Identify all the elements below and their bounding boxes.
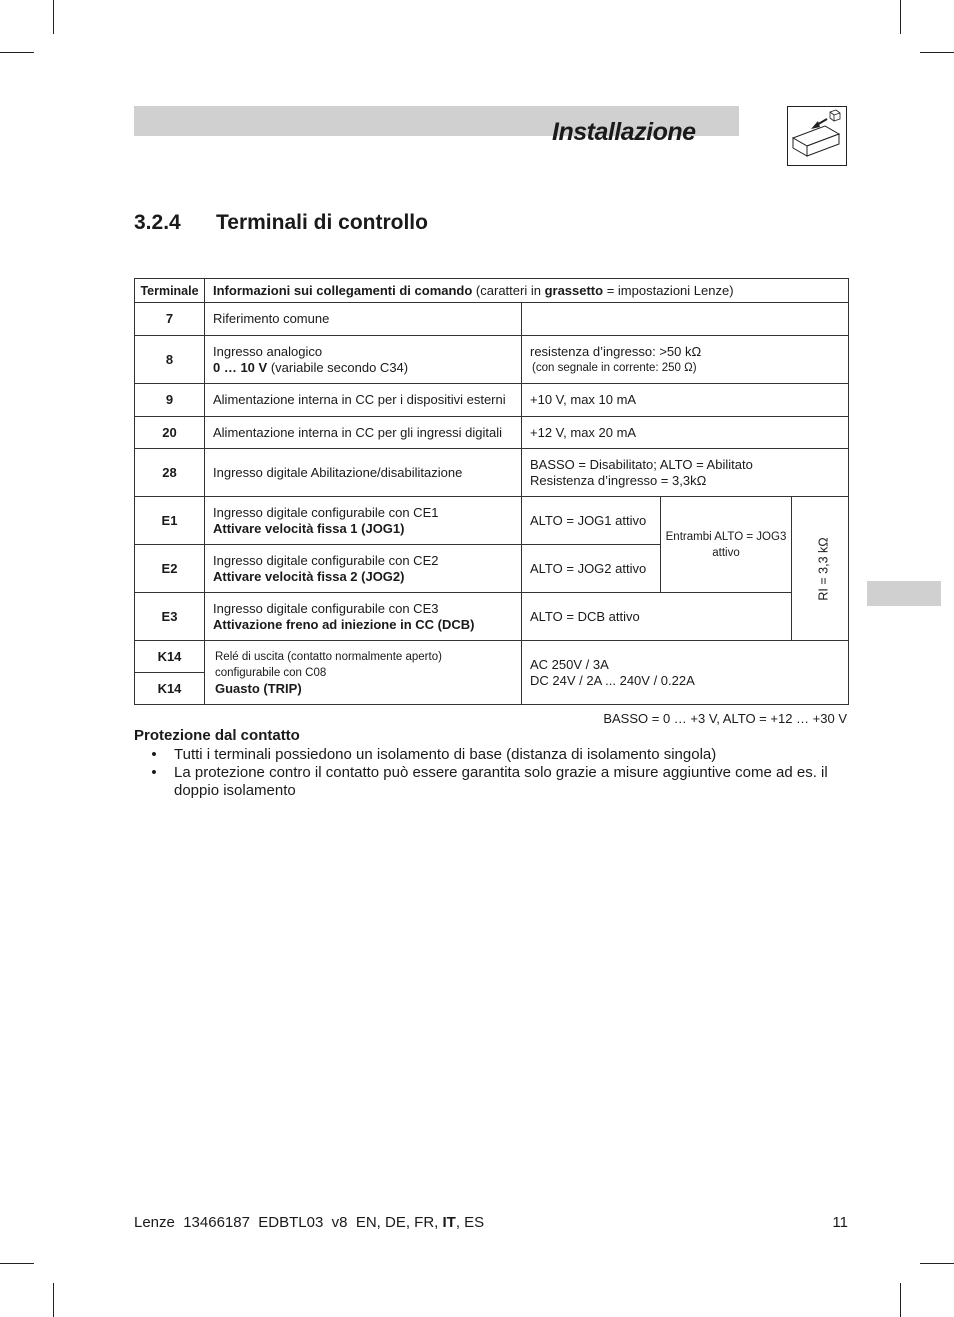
terminal-id: 7 <box>135 303 205 336</box>
desc-bold: 0 … 10 V <box>213 359 268 375</box>
terminal-desc <box>205 593 522 641</box>
terminal-desc: Alimentazione interna in CC per gli ingressi digitali <box>205 417 522 449</box>
header-info <box>205 279 849 303</box>
terminal-desc: Ingresso digitale Abilitazione/disabilitazione <box>205 449 522 497</box>
table-row <box>135 497 849 545</box>
header-info-text: (caratteri in <box>472 282 545 298</box>
page-header-title: Installazione <box>552 118 696 146</box>
both-high-note: Entrambi ALTO = JOG3 attivo <box>661 497 792 593</box>
desc-bold: Attivare velocità fissa 2 (JOG2) <box>213 568 405 584</box>
section-number: 3.2.4 <box>134 211 181 234</box>
desc-rest: (variabile secondo C34) <box>267 359 409 375</box>
crop-mark <box>920 52 954 53</box>
table-row <box>135 384 849 417</box>
crop-mark <box>0 52 34 53</box>
desc-line: Ingresso digitale configurabile con CE3 <box>213 600 439 616</box>
header-terminal: Terminale <box>135 279 205 303</box>
footer-lang-bold: IT <box>442 1214 456 1231</box>
terminal-id: 9 <box>135 384 205 417</box>
desc-line: Ingresso analogico <box>213 343 323 359</box>
spec-line: resistenza d’ingresso: >50 kΩ <box>530 343 702 359</box>
terminal-desc: Alimentazione interna in CC per i dispositivi esterni <box>205 384 522 417</box>
list-item-text: Tutti i terminali possiedono un isolamento di base (distanza di isolamento singola) <box>174 746 717 763</box>
relay-desc-bold: Guasto (TRIP) <box>215 680 302 696</box>
terminal-id: 20 <box>135 417 205 449</box>
terminal-spec: ALTO = JOG2 attivo <box>522 545 661 593</box>
relay-desc-line: Relé di uscita (contatto normalmente aperto) <box>215 650 442 663</box>
list-item-text: La protezione contro il contatto può essere garantita solo grazie a misure aggiuntive come ad es. il doppio isolamento <box>174 764 828 799</box>
terminal-spec: +10 V, max 10 mA <box>522 384 849 417</box>
terminal-desc <box>205 336 522 384</box>
table-row <box>135 449 849 497</box>
crop-mark <box>900 1283 901 1317</box>
spec-line-2: (con segnale in corrente: 250 Ω) <box>532 361 697 374</box>
terminal-id: 8 <box>135 336 205 384</box>
terminal-id: 28 <box>135 449 205 497</box>
terminal-id: E1 <box>135 497 205 545</box>
input-resistance-note <box>792 497 849 641</box>
terminal-table <box>134 278 849 705</box>
protection-title: Protezione dal contatto <box>134 727 300 744</box>
bullet-icon: • <box>151 764 157 781</box>
crop-mark <box>900 0 901 34</box>
terminal-spec <box>522 449 849 497</box>
crop-mark <box>53 1283 54 1317</box>
header-info-text2: = impostazioni Lenze) <box>603 282 734 298</box>
terminal-spec: ALTO = JOG1 attivo <box>522 497 661 545</box>
table-row <box>135 303 849 336</box>
terminal-id: E3 <box>135 593 205 641</box>
terminal-spec <box>522 303 849 336</box>
table-row <box>135 336 849 384</box>
terminal-id: K14 <box>135 673 205 705</box>
relay-spec-line-2: DC 24V / 2A ... 240V / 0.22A <box>530 672 695 688</box>
terminal-desc <box>205 497 522 545</box>
terminal-spec: +12 V, max 20 mA <box>522 417 849 449</box>
page-footer <box>134 1214 484 1231</box>
desc-line: Ingresso digitale configurabile con CE1 <box>213 504 439 520</box>
terminal-spec: ALTO = DCB attivo <box>522 593 792 641</box>
footer-text: Lenze 13466187 EDBTL03 v8 EN, DE, FR, <box>134 1214 443 1231</box>
terminal-id: K14 <box>135 641 205 673</box>
table-row <box>135 417 849 449</box>
table-header-row <box>135 279 849 303</box>
bullet-icon: • <box>151 746 157 763</box>
crop-mark <box>53 0 54 34</box>
table-row <box>135 641 849 673</box>
desc-line: Ingresso digitale configurabile con CE2 <box>213 552 439 568</box>
spec-line-2: Resistenza d’ingresso = 3,3kΩ <box>530 472 707 488</box>
signal-level-legend: BASSO = 0 … +3 V, ALTO = +12 … +30 V <box>603 711 847 726</box>
header-info-bold2: grassetto <box>544 282 604 298</box>
page-number: 11 <box>832 1214 848 1231</box>
relay-spec <box>522 641 849 705</box>
crop-mark <box>0 1263 34 1264</box>
terminal-desc: Riferimento comune <box>205 303 522 336</box>
crop-mark <box>920 1263 954 1264</box>
desc-bold: Attivare velocità fissa 1 (JOG1) <box>213 520 405 536</box>
table-row <box>135 593 849 641</box>
relay-desc-line-2: configurabile con C08 <box>215 666 327 679</box>
side-language-tab <box>867 581 941 606</box>
terminal-id: E2 <box>135 545 205 593</box>
section-title <box>134 211 428 235</box>
relay-spec-line: AC 250V / 3A <box>530 656 609 672</box>
ri-label: RI = 3,3 kΩ <box>816 536 831 601</box>
footer-text-2: , ES <box>455 1214 485 1231</box>
header-info-bold: Informazioni sui collegamenti di comando <box>213 282 473 298</box>
desc-bold: Attivazione freno ad iniezione in CC (DCB) <box>213 616 475 632</box>
spec-line: BASSO = Disabilitato; ALTO = Abilitato <box>530 456 753 472</box>
terminal-desc <box>205 545 522 593</box>
protection-list <box>134 746 848 800</box>
list-item <box>134 746 848 764</box>
section-title-text: Terminali di controllo <box>216 211 428 234</box>
installation-device-icon <box>787 106 847 166</box>
list-item <box>134 764 848 800</box>
terminal-spec <box>522 336 849 384</box>
relay-desc <box>205 641 522 705</box>
